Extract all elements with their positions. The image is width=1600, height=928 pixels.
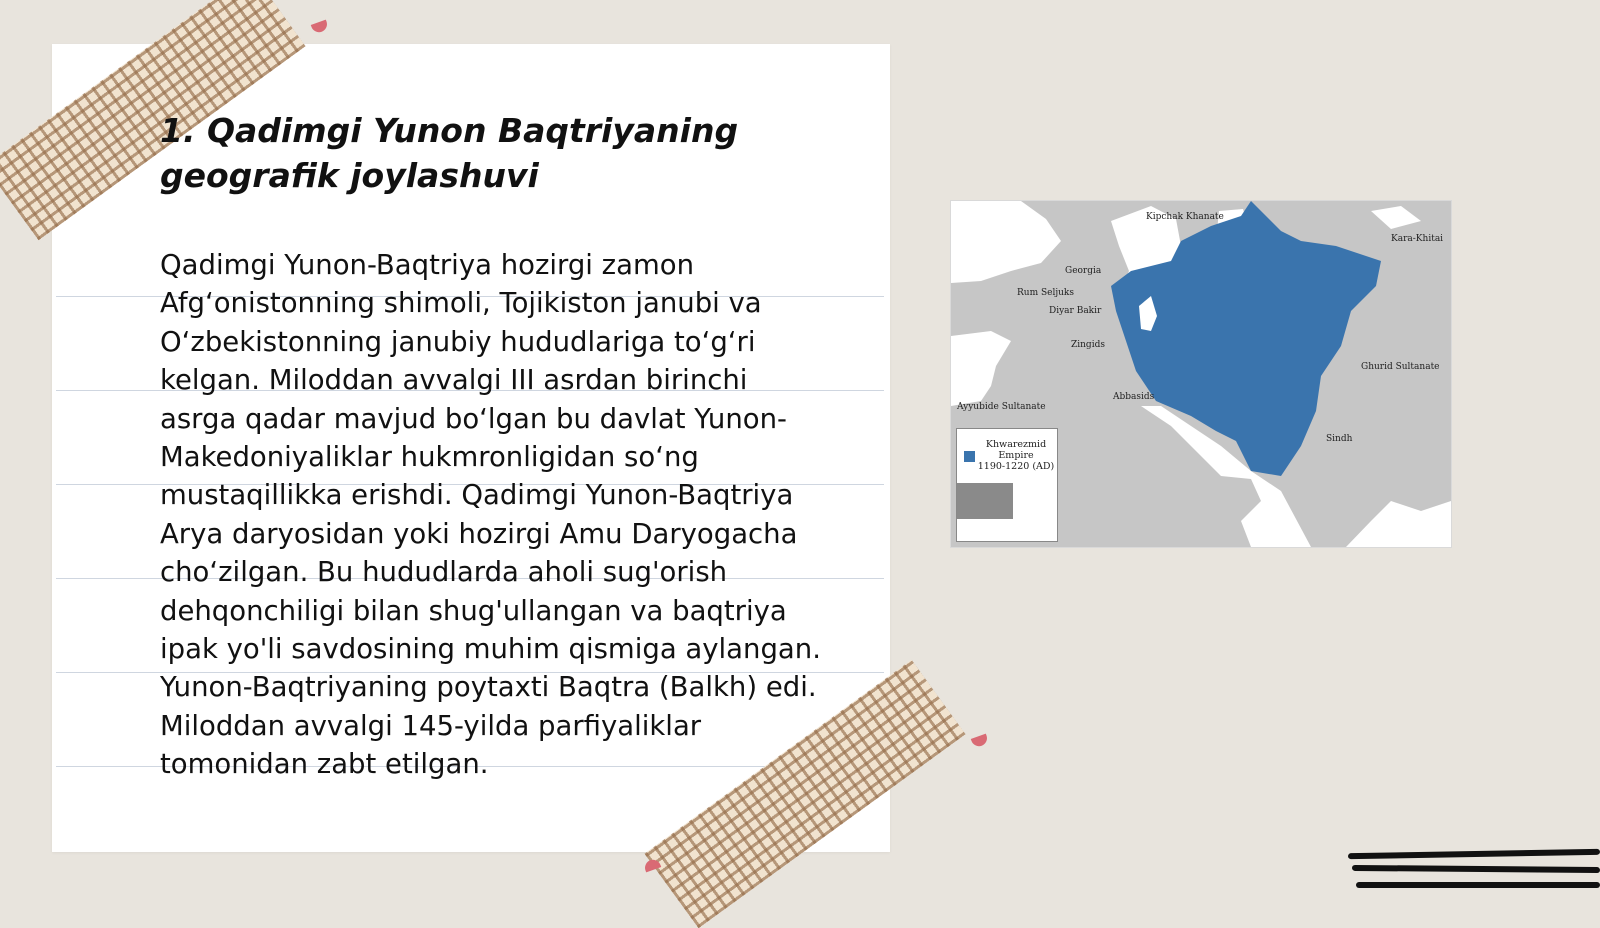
pin-icon (971, 734, 989, 749)
decorative-brush-stroke (1356, 882, 1600, 888)
decorative-brush-stroke (1348, 849, 1600, 859)
map-legend (956, 428, 1058, 542)
map-label-zingids: Zingids (1071, 340, 1105, 350)
map-label-ayyubid: Ayyubide Sultanate (957, 402, 1046, 412)
slide-title: 1. Qadimgi Yunon Baqtriyaning geografik joylashuvi (160, 111, 739, 195)
map-label-abbasids: Abbasids (1113, 392, 1155, 402)
map-label-sindh: Sindh (1326, 434, 1353, 444)
map-label-ghurid: Ghurid Sultanate (1361, 362, 1440, 372)
legend-inset-map (957, 483, 1013, 519)
pin-icon (311, 20, 329, 35)
map-label-georgia: Georgia (1065, 266, 1102, 276)
legend-text (977, 439, 1055, 472)
legend-line-2: Empire (998, 450, 1034, 461)
slide-body-text: Qadimgi Yunon-Baqtriya hozirgi zamon Afg‘onistonning shimoli, Tojikiston janubi va O‘zbekistonning janubiy hududlariga to‘g‘ri kelgan. Miloddan avvalgi III asrdan birinchi asrga qadar mavjud bo‘lgan bu davlat Yunon-Makedoniyaliklar hukmronligidan so‘ng mustaqillikka erishdi. Qadimgi Yunon-Baqtriya Arya daryosidan yoki hozirgi Amu Daryogacha cho‘zilgan. Bu hududlarda aholi sug'orish dehqonchiligi bilan shug'ullangan va baqtriya ipak yo'li savdosining muhim qismiga aylangan. Yunon-Baqtriyaning poytaxti Baqtra (Balkh) edi. Miloddan avvalgi 145-yilda parfiyaliklar tomonidan zabt etilgan. (160, 249, 821, 781)
legend-swatch (964, 451, 975, 462)
map-label-kipchak: Kipchak Khanate (1146, 212, 1224, 222)
decorative-brush-stroke (1352, 865, 1600, 873)
map-label-rumseljuks: Rum Seljuks (1017, 288, 1074, 298)
legend-line-1: Khwarezmid (985, 439, 1047, 450)
legend-line-3: 1190-1220 (AD) (977, 461, 1055, 472)
map-label-diyarbakr: Diyar Bakir (1049, 306, 1102, 316)
map-label-karakhitai: Kara-Khitai (1391, 234, 1444, 244)
